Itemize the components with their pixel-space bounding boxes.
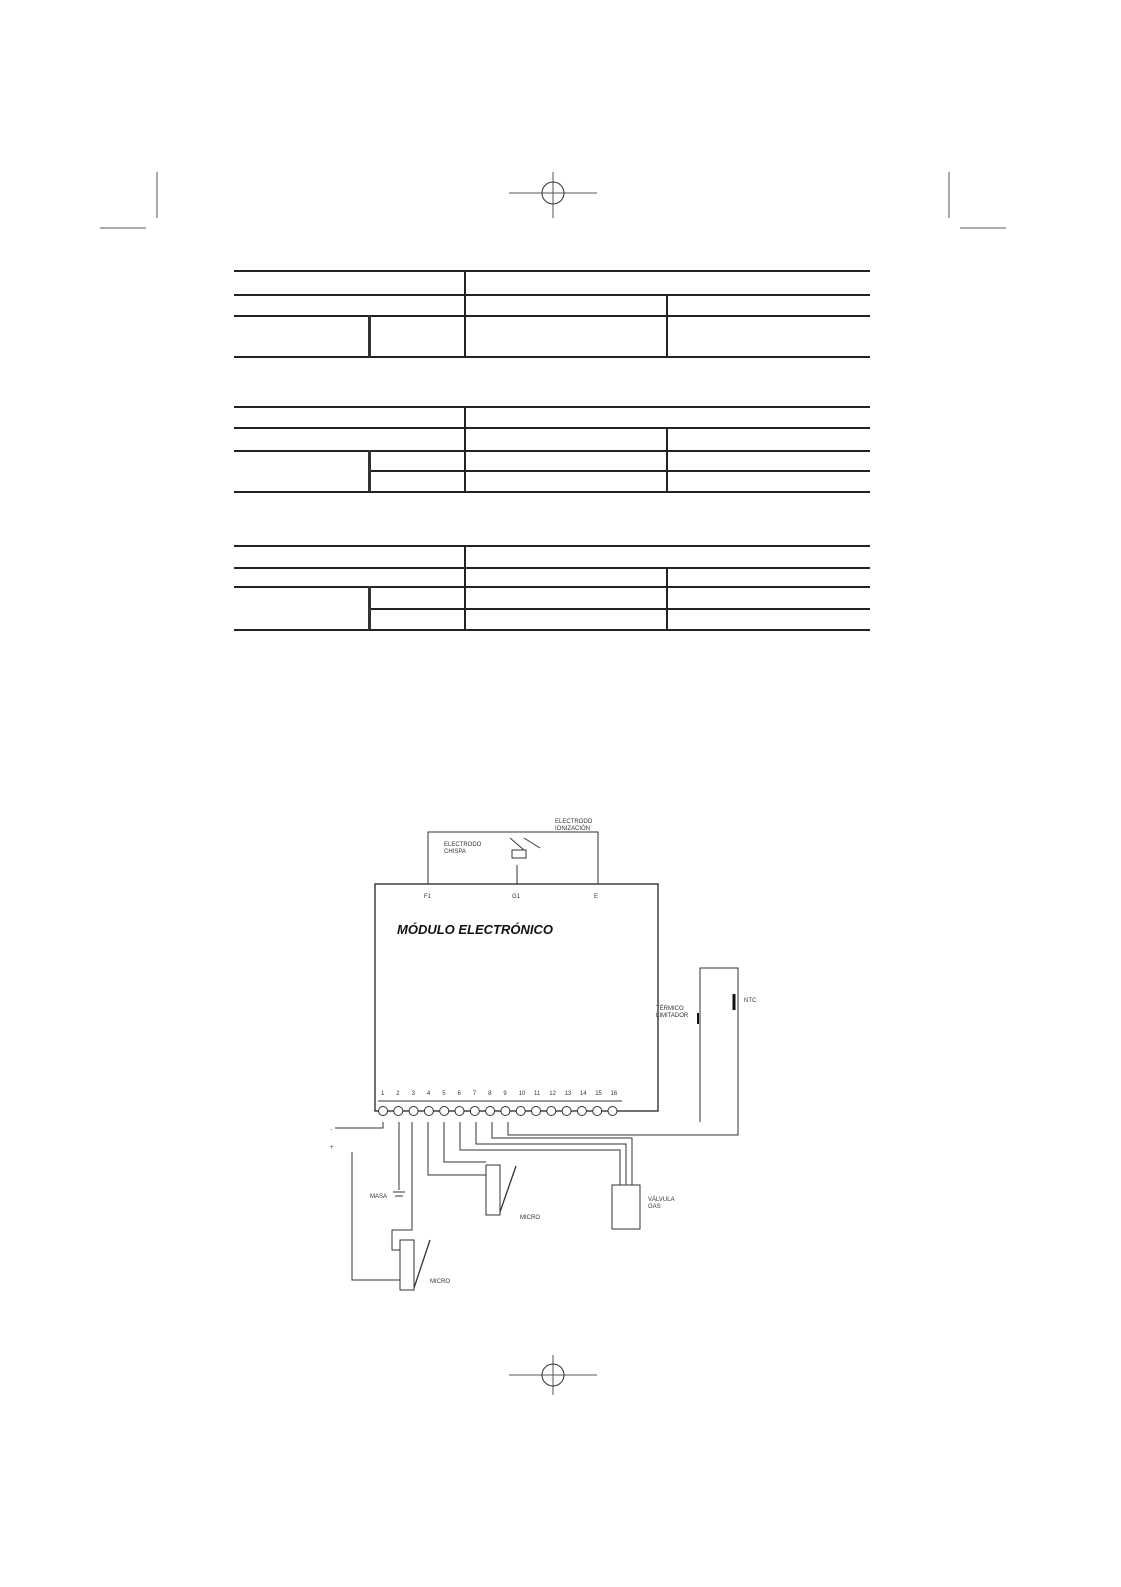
spark-gap-left (510, 838, 524, 850)
terminal-number-15: 15 (595, 1091, 602, 1097)
terminal-12 (547, 1107, 556, 1116)
ground-label: MASA (370, 1194, 388, 1200)
micro-2-lever (500, 1166, 516, 1212)
terminal-9 (501, 1107, 510, 1116)
micro-1-wire (392, 1122, 412, 1250)
electrode-symbol (512, 850, 526, 858)
micro-2-body (486, 1165, 500, 1215)
micro-1-lever (414, 1240, 430, 1288)
terminal-1 (379, 1107, 388, 1116)
electronic-module-box (375, 884, 658, 1111)
terminal-number-13: 13 (564, 1091, 572, 1097)
top-terminal-3: E (594, 894, 599, 900)
terminal-number-1: 1 (381, 1091, 385, 1097)
terminal-8 (486, 1107, 495, 1116)
terminal-4 (424, 1107, 433, 1116)
terminal-number-4: 4 (426, 1091, 431, 1097)
terminal-14 (577, 1107, 586, 1116)
terminal-2 (394, 1107, 403, 1116)
ntc-label: NTC (744, 998, 757, 1004)
terminal-10 (516, 1107, 525, 1116)
gas-valve-label: VÁLVULA GAS (648, 1197, 675, 1210)
terminal-5 (440, 1107, 449, 1116)
electrode-sense-label: ELECTRODO CHISPA (444, 842, 482, 855)
module-title: MÓDULO ELECTRÓNICO (397, 922, 553, 937)
terminal-number-3: 3 (411, 1091, 415, 1097)
supply-minus-label: - (330, 1127, 332, 1133)
terminal-number-10: 10 (518, 1091, 526, 1097)
terminal-6 (455, 1107, 464, 1116)
terminal-number-16: 16 (610, 1091, 618, 1097)
terminal-number-7: 7 (472, 1091, 477, 1097)
micro-2-label: MICRO (520, 1215, 540, 1221)
micro-2-wire-a (428, 1122, 486, 1175)
terminal-11 (532, 1107, 541, 1116)
top-terminal-1: F1 (424, 894, 432, 900)
terminal-number-5: 5 (442, 1091, 446, 1097)
terminal-15 (593, 1107, 602, 1116)
terminal-number-12: 12 (549, 1091, 556, 1097)
spark-gap-right (524, 838, 540, 848)
electrode-ignition-label: ELECTRODO IONIZACIÓN (555, 819, 593, 832)
terminal-16 (608, 1107, 617, 1116)
terminal-number-2: 2 (396, 1091, 400, 1097)
gas-valve-wire-b (476, 1122, 626, 1185)
terminal-13 (562, 1107, 571, 1116)
terminal-number-14: 14 (579, 1091, 587, 1097)
micro-2-wire-b (444, 1122, 486, 1162)
terminal-number-6: 6 (457, 1091, 461, 1097)
micro-1-body (400, 1240, 414, 1290)
micro-1-label: MICRO (430, 1279, 450, 1285)
terminal-number-11: 11 (534, 1091, 541, 1097)
top-terminal-2: G1 (512, 894, 521, 900)
supply-plus-wire (352, 1152, 400, 1280)
supply-minus-wire (335, 1122, 383, 1128)
terminal-7 (470, 1107, 479, 1116)
thermal-limiter-label: TÉRMICO LIMITADOR (656, 1006, 689, 1019)
gas-valve-body (612, 1185, 640, 1229)
terminal-number-8: 8 (488, 1091, 492, 1097)
supply-plus-label: + (330, 1145, 334, 1151)
terminal-number-9: 9 (503, 1091, 507, 1097)
gas-valve-wire-a (460, 1122, 620, 1185)
terminal-3 (409, 1107, 418, 1116)
